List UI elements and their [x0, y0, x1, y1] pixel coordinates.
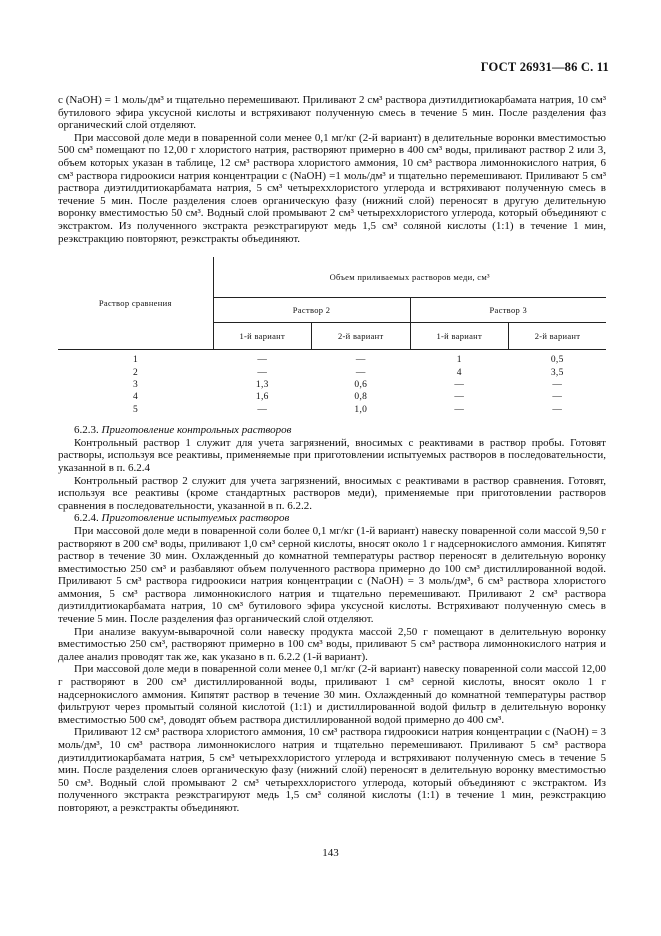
- paragraph-extraction: Приливают 12 см³ раствора хлористого аммония, 10 см³ раствора гидроокиси натрия концентрации c (NaOH) = 3 моль/дм³, 10 см³ раствора лимоннокислого натрия и тщательно перемешивают. Приливают 5 см³ раствора диэтилдитиокарбамата натрия, 5 см³ четыреххлористого углерода и встряхивают полученную смесь в течение 5 мин. После разделения слоев органическую фазу (нижний слой) переносят в делительную воронку вместимостью 50 см³. Водный слой промывают 2 см³ четыреххлористого углерода, который объединяют с экстрактом. Из полученного экстракта реэкстрагируют медь 1,5 см³ соляной кислоты (1:1) в течение 1 мин, реэкстракцию повторяют, а реэкстракты объединяют.: [58, 726, 606, 814]
- table-row: [58, 350, 606, 367]
- table-header-variant: 2-й вариант: [312, 323, 411, 350]
- table-cell: —: [454, 379, 465, 390]
- table-header-variant: 1-й вариант: [410, 323, 509, 350]
- table-cell: 1,6: [255, 392, 269, 403]
- paragraph-vacuum-salt: При анализе вакуум-выварочной соли навеску продукта массой 2,50 г помещают в делительную воронку вместимостью 250 см³, растворяют примерно в 100 см³ воды, приливают 5 см³ раствора лимоннокислого натрия и далее анализ проводят так же, как указано в п. 6.2.2 (1-й вариант).: [58, 625, 606, 663]
- table-header-solution: Раствор сравнения: [58, 257, 213, 350]
- table-cell: —: [355, 367, 366, 378]
- table-cell: —: [355, 355, 366, 366]
- table-cell: 3,5: [550, 367, 564, 378]
- table-cell: —: [257, 367, 268, 378]
- table-cell: 1,0: [354, 404, 368, 415]
- table-cell: 3: [132, 379, 139, 390]
- paragraph-continuation: c (NaOH) = 1 моль/дм³ и тщательно перемешивают. Приливают 2 см³ раствора диэтилдитиокарбамата натрия, 10 см³ бутилового эфира уксусной кислоты и встряхивают полученную смесь в течение 5 мин. После разделения фаз органический слой отделяют.: [58, 94, 606, 132]
- section-number: 6.2.4.: [74, 512, 99, 525]
- table-header-solution-2: Раствор 2: [213, 298, 410, 323]
- table-cell: 4: [456, 367, 462, 378]
- table-cell: —: [552, 392, 563, 403]
- table-cell: 4: [132, 392, 139, 403]
- section-title: Приготовление испытуемых растворов: [101, 512, 290, 525]
- table-row: [58, 379, 606, 391]
- table-cell: 1: [132, 355, 139, 366]
- table-cell: 0,6: [354, 379, 368, 390]
- paragraph-variant-2: При массовой доле меди в поваренной соли менее 0,1 мг/кг (2-й вариант) в делительные воронки вместимостью 500 см³ помещают по 12,00 г хлористого натрия, растворяют примерно в 400 см³ воды, приливают раствор 2 или 3, объем которых указан в таблице, 12 см³ раствора хлористого аммония, 10 см³ раствора лимоннокислого натрия, 6 см³ раствора гидроокиси натрия концентрации c (NaOH) =1 моль/дм³ и тщательно перемешивают. Приливают 5 см³ раствора диэтилдитиокарбамата натрия, 5 см³ четыреххлористого углерода и встряхивают полученную смесь в течение 5 мин. После разделения слоев органическую фазу (нижний слой) переносят в другую делительную воронку вместимостью 50 см³. Водный слой промывают 2 см³ четыреххлористого углерода, который объединяют с экстрактом. Из полученного экстракта реэкстрагируют медь 1,5 см³ соляной кислоты (1:1) в течение 1 мин, реэкстракцию повторяют, реэкстракты объединяют.: [58, 131, 606, 245]
- table-header-variant: 2-й вариант: [509, 323, 606, 350]
- table-row: [58, 404, 606, 416]
- table-header-solution-3: Раствор 3: [410, 298, 606, 323]
- table-cell: 1,3: [255, 379, 269, 390]
- table-cell: —: [257, 355, 268, 366]
- table-cell: —: [552, 379, 563, 390]
- table-cell: —: [454, 392, 465, 403]
- section-heading-6-2-4: [58, 512, 606, 525]
- paragraph-test-variant-2: При массовой доле меди в поваренной соли менее 0,1 мг/кг (2-й вариант) навеску поваренной соли массой 12,00 г растворяют в 200 см³ дистиллированной воды, приливают 1 см³ серной кислоты, вносят около 1 г надсернокислого аммония. Кипятят раствор в течение 30 мин. Охлажденный до комнатной температуры раствор фильтруют через промытый соляной кислотой (1:1) и дистиллированной водой фильтр в делительную воронку вместимостью 500 см³, доводят объем раствора дистиллированной водой примерно до 400 см³.: [58, 663, 606, 726]
- paragraph-test-variant-1: При массовой доле меди в поваренной соли более 0,1 мг/кг (1-й вариант) навеску поваренной соли массой 9,50 г растворяют в 200 см³ воды, приливают 1,0 см³ серной кислоты, вносят около 1 г надсернокислого аммония. Кипятят раствор в течение 30 мин. Охлажденный до комнатной температуры раствор переносят в делительную воронку вместимостью 250 см³ и разбавляют объем полученного раствора примерно до 100 см³ дистиллированной водой. Приливают 5 см³ раствора гидроокиси натрия концентрации c (NaOH) = 3 моль/дм³, 6 см³ раствора хлористого аммония, 5 см³ раствора лимоннокислого натрия и тщательно перемешивают. Приливают 2 см³ раствора диэтилдитиокарбамата натрия, 10 см³ бутилового эфира уксусной кислоты. Встряхивают полученную смесь в течение 5 мин. После разделения фаз органический слой отделяют.: [58, 524, 606, 626]
- paragraph-control-2: Контрольный раствор 2 служит для учета загрязнений, вносимых с реактивами в раствор сравнения. Готовят, используя все реактивы (кроме стандартных растворов меди), применяемые при приготовлении растворов сравнения в последовательности, указанной в п. 6.2.2.: [58, 474, 606, 512]
- table-cell: 5: [132, 404, 139, 415]
- section-number: 6.2.3.: [74, 424, 99, 437]
- page-number: 143: [322, 847, 339, 859]
- section-heading-6-2-3: [58, 424, 606, 437]
- document-body: [58, 94, 606, 815]
- table-cell: 2: [132, 367, 139, 378]
- table-header-group: Объем приливаемых растворов меди, см³: [213, 257, 606, 298]
- comparison-solutions-table: [58, 257, 606, 416]
- paragraph-control-1: Контрольный раствор 1 служит для учета загрязнений, вносимых с реактивами в раствор пробы. Готовят растворы, используя все реактивы, применяемые при приготовлении испытуемых растворов в последовательности, указанной в п. 6.2.4: [58, 436, 606, 474]
- table-cell: —: [552, 404, 563, 415]
- page-header: ГОСТ 26931—86 С. 11: [480, 60, 609, 74]
- table-header-variant: 1-й вариант: [213, 323, 312, 350]
- table-cell: 0,5: [550, 355, 564, 366]
- table-cell: —: [257, 404, 268, 415]
- section-title: Приготовление контрольных растворов: [101, 424, 292, 437]
- table-cell: —: [454, 404, 465, 415]
- table-cell: 0,8: [354, 392, 368, 403]
- table-cell: 1: [456, 355, 462, 366]
- table-row: [58, 391, 606, 403]
- table-row: [58, 367, 606, 379]
